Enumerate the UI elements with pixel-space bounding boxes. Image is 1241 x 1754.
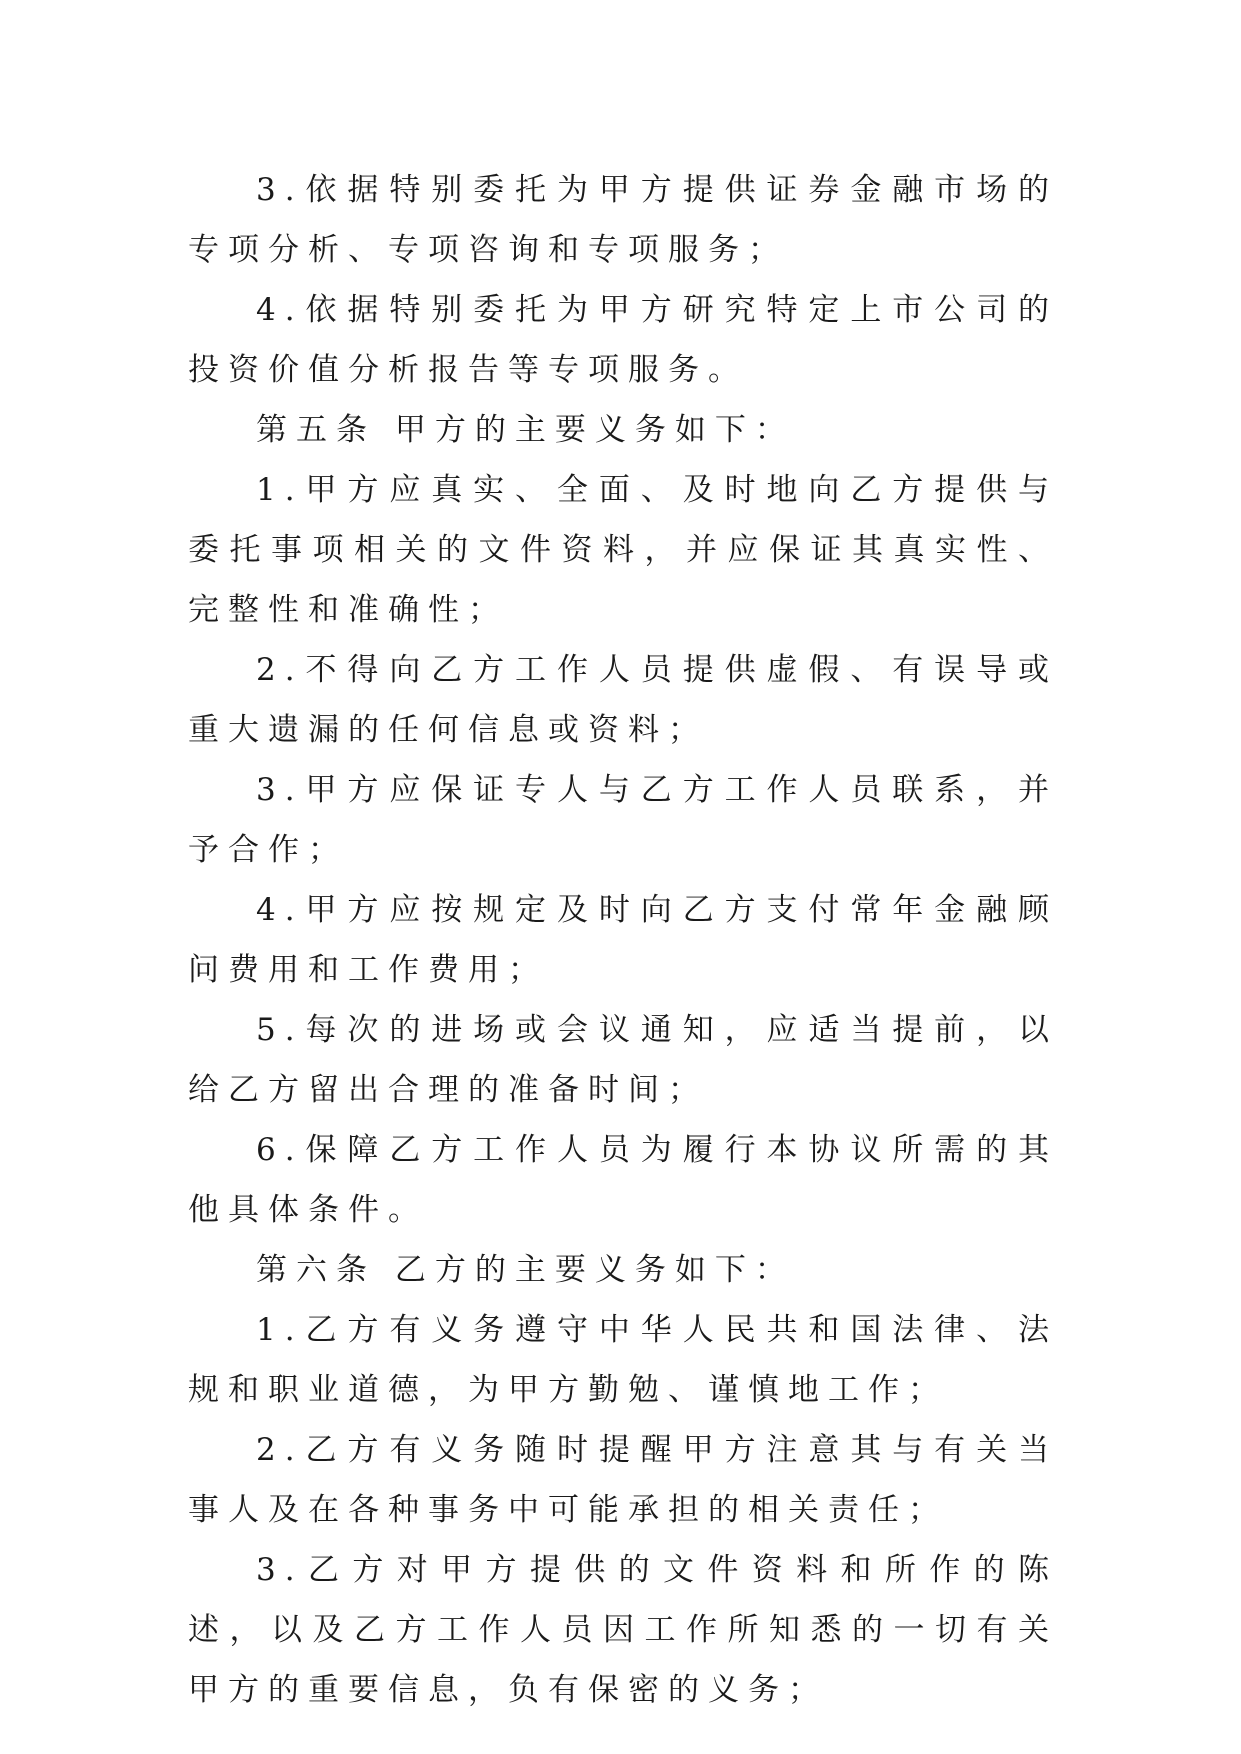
paragraph-party-b-2: 2.乙方有义务随时提醒甲方注意其与有关当事人及在各种事务中可能承担的相关责任； [188, 1432, 1058, 1528]
document-body [188, 160, 1058, 1720]
paragraph-service-3: 3.依据特别委托为甲方提供证券金融市场的专项分析、专项咨询和专项服务； [188, 172, 1058, 268]
paragraph-service-4: 4.依据特别委托为甲方研究特定上市公司的投资价值分析报告等专项服务。 [188, 292, 1058, 388]
paragraph-party-a-1: 1.甲方应真实、全面、及时地向乙方提供与委托事项相关的文件资料，并应保证其真实性、完整性和准确性； [188, 472, 1058, 628]
article-6-heading: 第六条 乙方的主要义务如下： [256, 1252, 795, 1288]
article-5-heading: 第五条 甲方的主要义务如下： [256, 412, 795, 448]
paragraph-party-a-6: 6.保障乙方工作人员为履行本协议所需的其他具体条件。 [188, 1132, 1058, 1228]
paragraph-party-b-3: 3.乙方对甲方提供的文件资料和所作的陈述，以及乙方工作人员因工作所知悉的一切有关甲方的重要信息，负有保密的义务； [188, 1552, 1058, 1708]
paragraph-party-a-5: 5.每次的进场或会议通知，应适当提前，以给乙方留出合理的准备时间； [188, 1012, 1058, 1108]
paragraph-party-a-2: 2.不得向乙方工作人员提供虚假、有误导或重大遗漏的任何信息或资料； [188, 652, 1058, 748]
paragraph-party-a-3: 3.甲方应保证专人与乙方工作人员联系，并予合作； [188, 772, 1058, 868]
paragraph-party-a-4: 4.甲方应按规定及时向乙方支付常年金融顾问费用和工作费用； [188, 892, 1058, 988]
paragraph-party-b-1: 1.乙方有义务遵守中华人民共和国法律、法规和职业道德，为甲方勤勉、谨慎地工作； [188, 1312, 1058, 1408]
